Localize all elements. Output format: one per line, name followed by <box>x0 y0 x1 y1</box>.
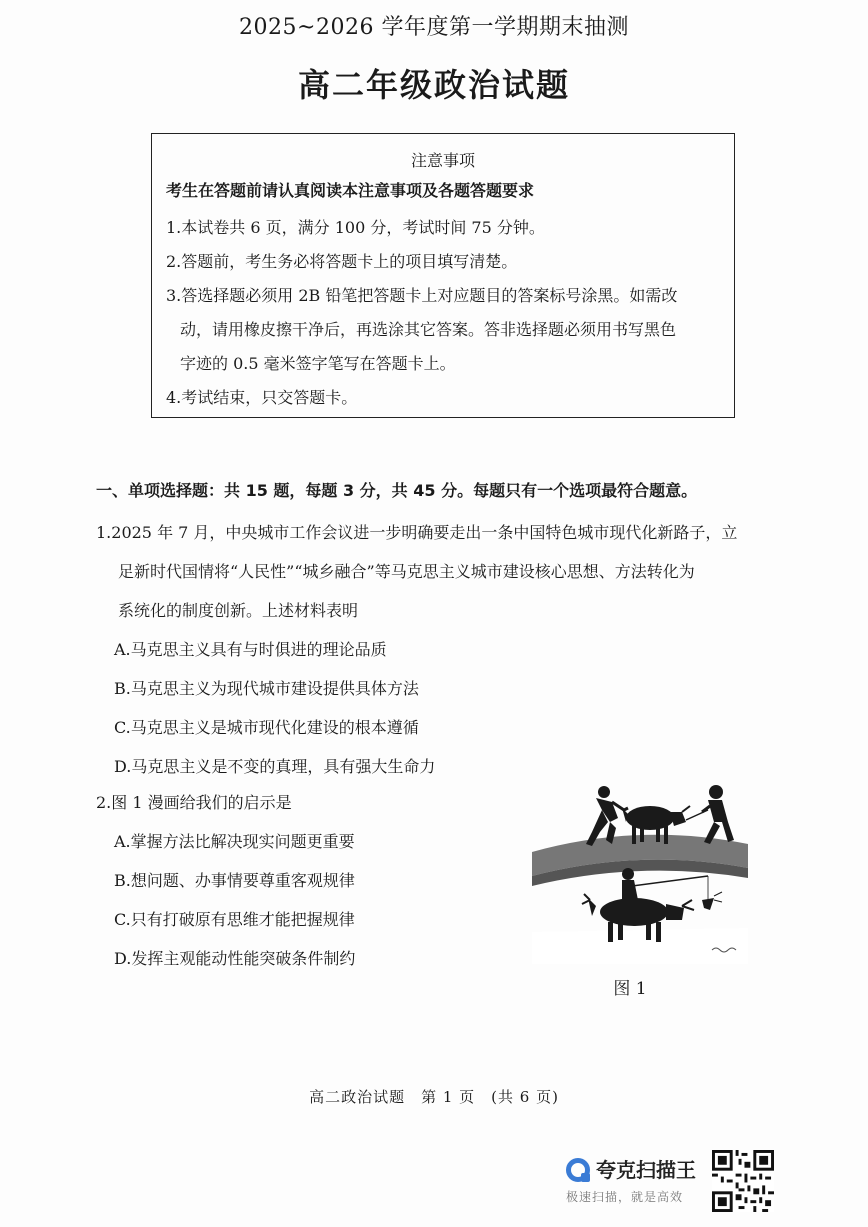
notice-item: 3.答选择题必须用 2B 铅笔把答题卡上对应题目的答案标号涂黑。如需改 <box>166 286 678 305</box>
figure-caption: 图 1 <box>613 979 647 999</box>
cartoon-illustration <box>532 782 748 964</box>
scanner-app-name: 夸克扫描王 <box>596 1158 696 1182</box>
question-stem <box>96 513 796 630</box>
notice-item: 字迹的 0.5 毫米签字笔写在答题卡上。 <box>180 354 456 373</box>
notice-item: 4.考试结束，只交答题卡。 <box>166 388 358 407</box>
page-title: 高二年级政治试题 <box>297 66 570 104</box>
exam-name: 2025~2026 学年度第一学期期末抽测 <box>239 15 629 40</box>
stem-line: 系统化的制度创新。上述材料表明 <box>118 601 359 620</box>
stem-line: 足新时代国情将“人民性”“城乡融合”等马克思主义城市建设核心思想、方法转化为 <box>118 562 695 581</box>
notice-subtitle: 考生在答题前请认真阅读本注意事项及各题答题要求 <box>166 181 535 200</box>
lower-panel-ground <box>532 928 748 964</box>
scanner-slogan: 极速扫描，就是高效 <box>566 1190 684 1204</box>
section-heading: 一、单项选择题：共 15 题，每题 3 分，共 45 分。每题只有一个选项最符合题意。 <box>96 481 698 500</box>
page-footer: 高二政治试题 第 1 页 (共 6 页) <box>309 1088 559 1106</box>
notice-item: 2.答题前，考生务必将答题卡上的项目填写清楚。 <box>166 252 518 271</box>
question-stem <box>96 783 536 822</box>
stem-line: 1.2025 年 7 月，中央城市工作会议进一步明确要走出一条中国特色城市现代化新路子，立 <box>96 523 738 542</box>
option-d: D.马克思主义是不变的真理，具有强大生命力 <box>114 757 436 776</box>
notice-box <box>151 133 735 418</box>
scanner-logo-icon <box>566 1158 590 1182</box>
question-1 <box>96 513 796 786</box>
option-b: B.马克思主义为现代城市建设提供具体方法 <box>114 679 419 698</box>
upper-panel-ground <box>532 835 748 886</box>
option-d: D.发挥主观能动性能突破条件制约 <box>114 949 356 968</box>
option-a: A.掌握方法比解决现实问题更重要 <box>114 832 355 851</box>
question-2 <box>96 783 536 978</box>
notice-title: 注意事项 <box>410 151 475 170</box>
option-a: A.马克思主义具有与时俱进的理论品质 <box>114 640 387 659</box>
option-c: C.马克思主义是城市现代化建设的根本遵循 <box>114 718 419 737</box>
qr-code-icon <box>712 1150 774 1212</box>
notice-item: 动，请用橡皮擦干净后，再选涂其它答案。答非选择题必须用书写黑色 <box>180 320 677 339</box>
option-c: C.只有打破原有思维才能把握规律 <box>114 910 355 929</box>
option-b: B.想问题、办事情要尊重客观规律 <box>114 871 355 890</box>
stem-line: 2.图 1 漫画给我们的启示是 <box>96 793 292 812</box>
scanner-watermark <box>562 1150 712 1210</box>
man-pulling-rope-icon <box>686 785 734 844</box>
notice-item: 1.本试卷共 6 页，满分 100 分，考试时间 75 分钟。 <box>166 218 545 237</box>
